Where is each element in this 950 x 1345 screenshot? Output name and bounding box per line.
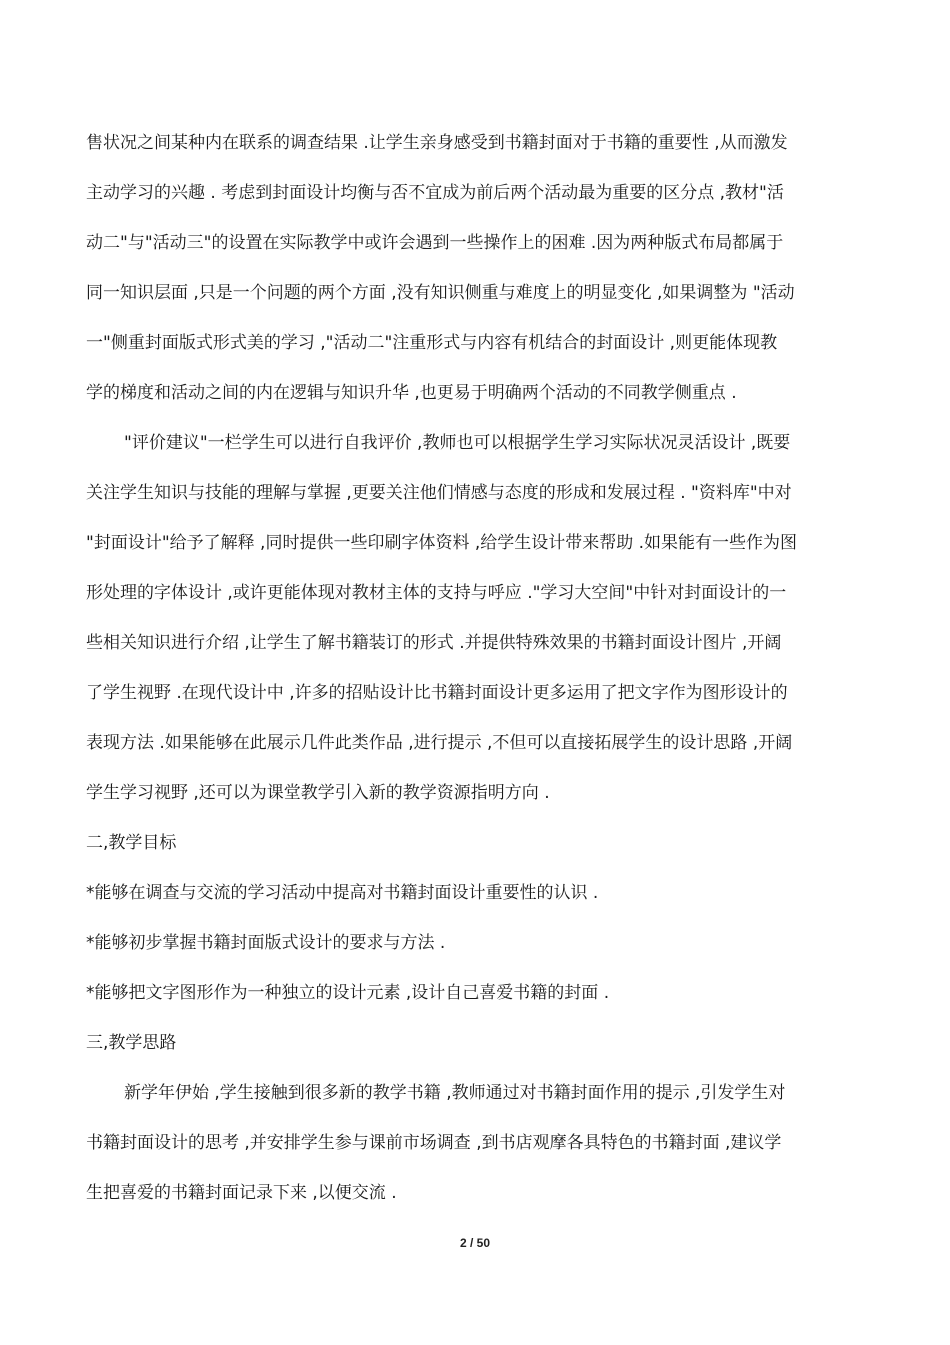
text-line: 生把喜爱的书籍封面记录下来 ,以便交流 . [86, 1183, 397, 1203]
objective-item: *能够把文字图形作为一种独立的设计元素 ,设计自己喜爱书籍的封面 . [86, 983, 610, 1003]
text-line: 同一知识层面 ,只是一个问题的两个方面 ,没有知识侧重与难度上的明显变化 ,如果调整为 "活动 [86, 283, 795, 303]
section-heading: 二,教学目标 [86, 833, 177, 853]
text-line: 学生学习视野 ,还可以为课堂教学引入新的教学资源指明方向 . [86, 783, 550, 803]
text-line: 主动学习的兴趣 . 考虑到封面设计均衡与否不宜成为前后两个活动最为重要的区分点 ,教材"活 [86, 183, 784, 203]
text-line: 售状况之间某种内在联系的调查结果 .让学生亲身感受到书籍封面对于书籍的重要性 ,从而激发 [86, 133, 788, 153]
objective-item: *能够在调查与交流的学习活动中提高对书籍封面设计重要性的认识 . [86, 883, 599, 903]
text-line: 了学生视野 .在现代设计中 ,许多的招贴设计比书籍封面设计更多运用了把文字作为图形设计的 [86, 683, 788, 703]
text-line: "封面设计"给予了解释 ,同时提供一些印刷字体资料 ,给学生设计带来帮助 .如果能有一些作为图 [86, 533, 798, 553]
page-number: 2 / 50 [459, 1236, 491, 1250]
text-line: 形处理的字体设计 ,或许更能体现对教材主体的支持与呼应 ."学习大空间"中针对封面设计的一 [86, 583, 787, 603]
document-body [86, 124, 866, 1224]
section-heading: 三,教学思路 [86, 1033, 177, 1053]
text-line: 动二"与"活动三"的设置在实际教学中或许会遇到一些操作上的困难 .因为两种版式布局都属于 [86, 233, 784, 253]
text-line: 关注学生知识与技能的理解与掌握 ,更要关注他们情感与态度的形成和发展过程 . "资料库"中对 [86, 483, 792, 503]
text-line: 些相关知识进行介绍 ,让学生了解书籍装订的形式 .并提供特殊效果的书籍封面设计图片 ,开阔 [86, 633, 782, 653]
text-line: 书籍封面设计的思考 ,并安排学生参与课前市场调查 ,到书店观摩各具特色的书籍封面 ,建议学 [86, 1133, 782, 1153]
text-line: 表现方法 .如果能够在此展示几件此类作品 ,进行提示 ,不但可以直接拓展学生的设计思路 ,开阔 [86, 733, 793, 753]
paragraph-start-line: "评价建议"一栏学生可以进行自我评价 ,教师也可以根据学生学习实际状况灵活设计 ,既要 [124, 433, 791, 453]
paragraph-start-line: 新学年伊始 ,学生接触到很多新的教学书籍 ,教师通过对书籍封面作用的提示 ,引发学生对 [124, 1083, 786, 1103]
text-line: 学的梯度和活动之间的内在逻辑与知识升华 ,也更易于明确两个活动的不同教学侧重点 . [86, 383, 737, 403]
objective-item: *能够初步掌握书籍封面版式设计的要求与方法 . [86, 933, 446, 953]
text-line: 一"侧重封面版式形式美的学习 ,"活动二"注重形式与内容有机结合的封面设计 ,则更能体现教 [86, 333, 778, 353]
